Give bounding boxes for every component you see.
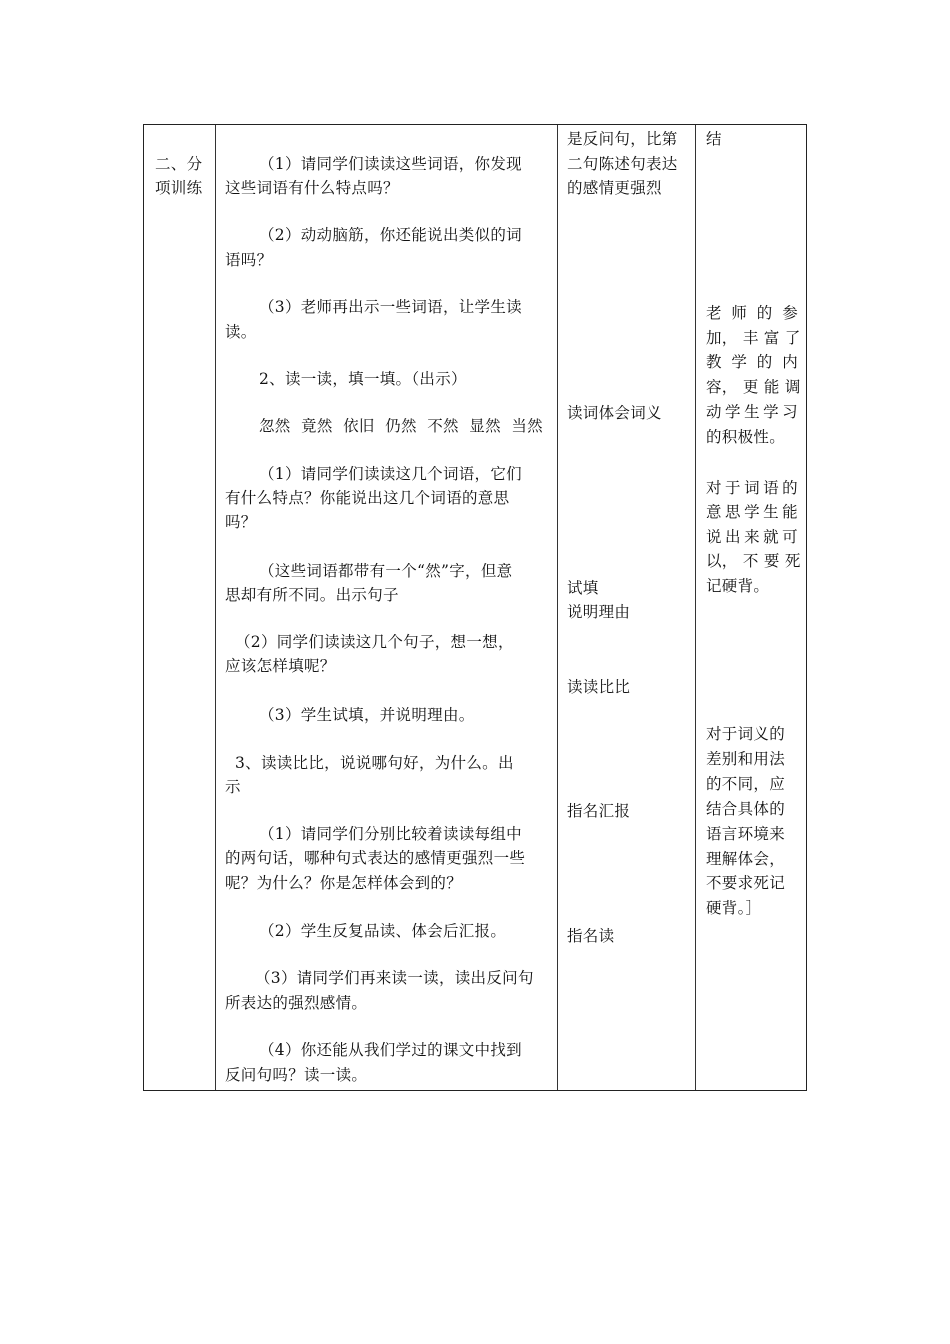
process-text: 所表达的强烈感情。 bbox=[225, 994, 368, 1012]
process-text: （2）学生反复品读、体会后汇报。 bbox=[259, 922, 507, 940]
process-text: （4）你还能从我们学过的课文中找到 bbox=[259, 1041, 522, 1059]
process-text: 的两句话，哪种句式表达的感情更强烈一些 bbox=[225, 849, 526, 867]
note-text: 结 bbox=[706, 130, 722, 148]
note-text: 理解体会， bbox=[706, 850, 786, 868]
process-text: 呢？为什么？你是怎样体会到的？ bbox=[225, 874, 463, 892]
note-text: 不要求死记 bbox=[706, 874, 786, 892]
activity-text: 二句陈述句表达 bbox=[567, 155, 678, 173]
note-text: 的积极性。 bbox=[706, 428, 786, 446]
note-text: 差别和用法 bbox=[706, 750, 786, 768]
process-text: （1）请同学们分别比较着读读每组中 bbox=[259, 825, 522, 843]
activity-text: 指名汇报 bbox=[567, 802, 631, 820]
activity-text: 指名读 bbox=[567, 927, 615, 945]
process-heading: 3、读读比比，说说哪句好，为什么。出 bbox=[235, 754, 514, 772]
process-text: （3）老师再出示一些词语，让学生读 bbox=[259, 298, 522, 316]
lesson-plan-table bbox=[143, 124, 807, 1091]
process-text: 读。 bbox=[225, 323, 257, 341]
activity-text: 的感情更强烈 bbox=[567, 179, 662, 197]
note-text: 加， 丰 富 了 bbox=[706, 329, 801, 347]
note-text: 老 师 的 参 bbox=[706, 304, 798, 322]
note-text: 结合具体的 bbox=[706, 800, 786, 818]
section-label-line: 项训练 bbox=[155, 179, 203, 197]
note-text: 以， 不 要 死 bbox=[706, 552, 801, 570]
column-divider-2 bbox=[557, 125, 558, 1090]
note-text: 对于词义的 bbox=[706, 725, 786, 743]
process-text: 应该怎样填呢？ bbox=[225, 657, 336, 675]
process-text: （1）请同学们读读这几个词语，它们 bbox=[259, 465, 522, 483]
column-divider-1 bbox=[215, 125, 216, 1090]
activity-text: 读读比比 bbox=[567, 678, 631, 696]
note-text: 容， 更 能 调 bbox=[706, 378, 801, 396]
process-heading: 2、读一读，填一填。（出示） bbox=[259, 370, 467, 388]
process-text: （2）同学们读读这几个句子，想一想， bbox=[235, 633, 514, 651]
process-text: （2）动动脑筋，你还能说出类似的词 bbox=[259, 226, 522, 244]
section-label-line: 二、分 bbox=[155, 155, 203, 173]
process-text: （这些词语都带有一个“然”字，但意 bbox=[259, 562, 513, 580]
note-text: 语言环境来 bbox=[706, 825, 786, 843]
process-text: （1）请同学们读读这些词语，你发现 bbox=[259, 155, 522, 173]
column-divider-3 bbox=[695, 125, 696, 1090]
process-text: 语吗？ bbox=[225, 251, 273, 269]
note-text: 意思学生能 bbox=[706, 503, 798, 521]
process-text: 吗？ bbox=[225, 513, 257, 531]
process-text: 这些词语有什么特点吗？ bbox=[225, 179, 399, 197]
note-text: 硬背。］ bbox=[706, 899, 762, 917]
process-text: 示 bbox=[225, 778, 241, 796]
note-text: 记硬背。 bbox=[706, 577, 770, 595]
activity-text: 是反问句，比第 bbox=[567, 130, 678, 148]
process-text: （3）请同学们再来读一读，读出反问句 bbox=[255, 969, 534, 987]
note-text: 说出来就可 bbox=[706, 528, 798, 546]
note-text: 对于词语的 bbox=[706, 479, 798, 497]
activity-text: 读词体会词义 bbox=[567, 404, 662, 422]
process-text: 有什么特点？你能说出这几个词语的意思 bbox=[225, 489, 510, 507]
word-list: 忽然 竟然 依旧 仍然 不然 显然 当然 bbox=[259, 417, 543, 435]
note-text: 教 学 的 内 bbox=[706, 353, 798, 371]
process-text: （3）学生试填，并说明理由。 bbox=[259, 706, 475, 724]
process-text: 思却有所不同。出示句子 bbox=[225, 586, 399, 604]
note-text: 动学生学习 bbox=[706, 403, 798, 421]
process-text: 反问句吗？读一读。 bbox=[225, 1066, 368, 1084]
activity-text: 说明理由 bbox=[567, 603, 631, 621]
note-text: 的不同，应 bbox=[706, 775, 786, 793]
activity-text: 试填 bbox=[567, 579, 599, 597]
